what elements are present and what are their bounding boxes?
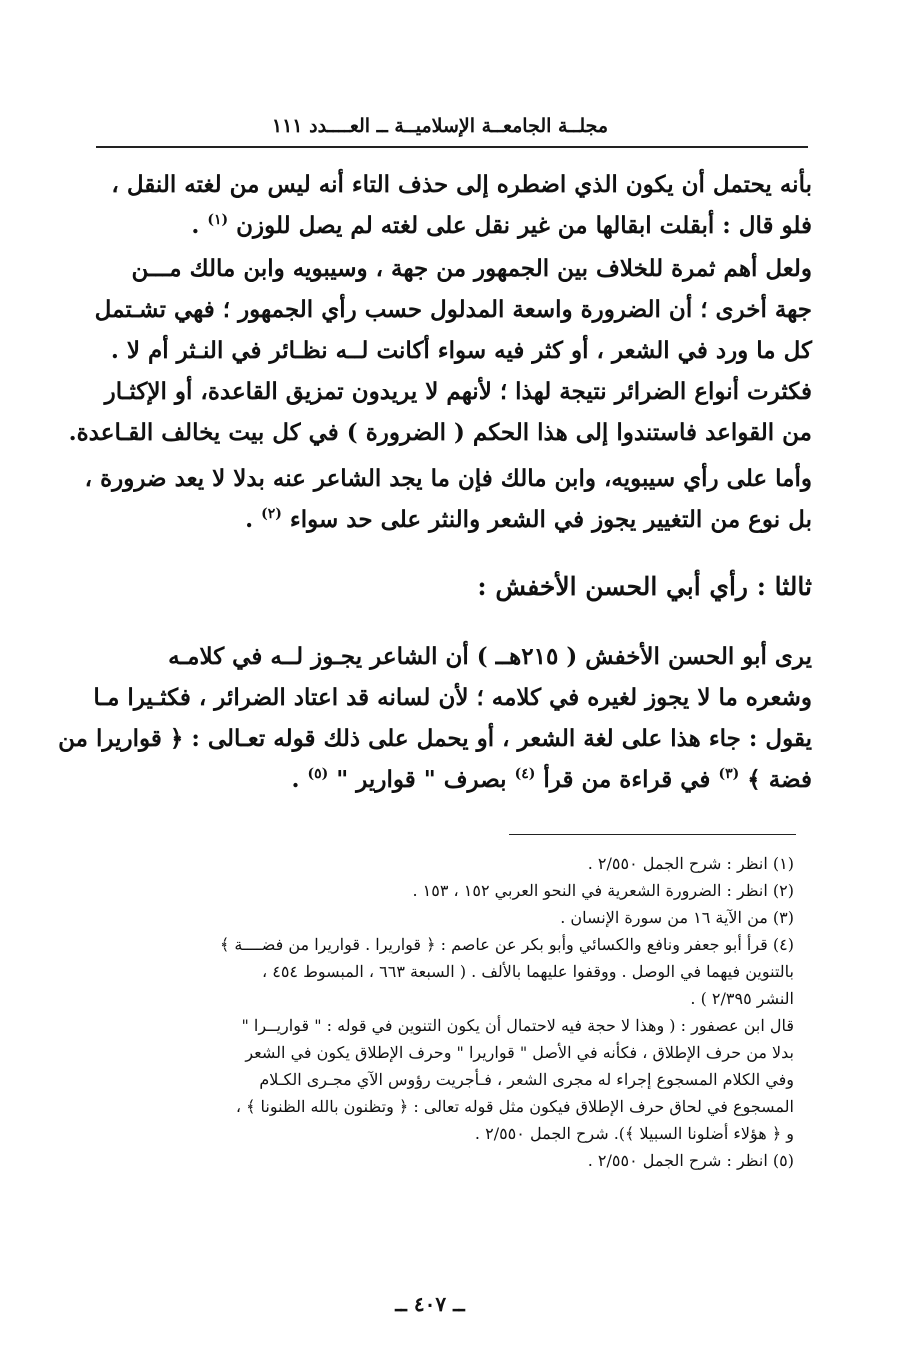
paragraph-2-line-2: جهة أخرى ؛ أن الضرورة واسعة المدلول حسب رأي الجمهور ؛ فهي تشـتمل <box>94 296 812 323</box>
footnote-4-line-5: بدلا من حرف الإطلاق ، فكأنه في الأصل " قواريرا " وحرف الإطلاق يكون في الشعر <box>245 1043 794 1062</box>
footnote-4-line-7: المسجوع في لحاق حرف الإطلاق فيكون مثل قوله تعالى : ﴿ وتظنون بالله الظنونا ﴾ ، <box>235 1097 794 1116</box>
footnote-4-line-1: (٤) قرأ أبو جعفر ونافع والكسائي وأبو بكر عن عاصم : ﴿ قواريرا . قواريرا من فضــــة ﴾ <box>219 935 794 954</box>
paragraph-1-line-2: فلو قال : أبقلت ابقالها من غير نقل على لغته لم يصل للوزن $^{(١)}$ . <box>191 212 812 239</box>
footnote-3: (٣) من الآية ١٦ من سورة الإنسان . <box>560 908 794 927</box>
footnote-ref-4: (٤) <box>514 766 536 782</box>
paragraph-4-line-1: يرى أبو الحسن الأخفش ( ٢١٥هــ ) أن الشاعر يجـوز لــه في كلامـه <box>168 643 812 670</box>
paragraph-4-line-2: وشعره ما لا يجوز لغيره في كلامه ؛ لأن لسانه قد اعتاد الضرائر ، فكثـيرا مـا <box>93 684 812 711</box>
footnote-4-line-3: النشر ٢/٣٩٥ ) . <box>690 989 794 1008</box>
footnote-2: (٢) انظر : الضرورة الشعرية في النحو العربي ١٥٢ ، ١٥٣ . <box>412 881 794 900</box>
paragraph-1 <box>82 164 812 246</box>
paragraph-3-line-1: وأما على رأي سيبويه، وابن مالك فإن ما يجد الشاعر عنه بدلا لا يعد ضرورة ، <box>84 465 812 492</box>
footnote-1: (١) انظر : شرح الجمل ٢/٥٥٠ . <box>587 854 794 873</box>
section-heading: ثالثا : رأي أبي الحسن الأخفش : <box>477 572 812 601</box>
paragraph-2-line-4: فكثرت أنواع الضرائر نتيجة لهذا ؛ لأنهم لا يريدون تمزيق القاعدة، أو الإكثـار <box>104 378 812 405</box>
paragraph-2-line-1: ولعل أهم ثمرة للخلاف بين الجمهور من جهة ، وسيبويه وابن مالك مـــن <box>131 255 812 282</box>
footnote-ref-5: (٥) <box>307 766 329 782</box>
paragraph-2 <box>68 248 812 453</box>
paragraph-3 <box>82 458 812 540</box>
footnotes <box>80 850 794 1174</box>
paragraph-4 <box>58 636 812 800</box>
footnote-separator <box>509 834 796 835</box>
paragraph-4-line-3: يقول : جاء هذا على لغة الشعر ، أو يحمل على ذلك قوله تعـالى : ﴿ قواريرا من <box>58 725 812 752</box>
footnote-4-line-2: بالتنوين فيهما في الوصل . ووقفوا عليهما بالألف . ( السبعة ٦٦٣ ، المبسوط ٤٥٤ ، <box>261 962 794 981</box>
footnote-4-line-6: وفي الكلام المسجوع إجراء له مجرى الشعر ، فـأجريت رؤوس الآي مجـرى الكـلام <box>259 1070 794 1089</box>
paragraph-4-line-4: فضة ﴾ $^{(٣)}$ في قراءة من قرأ $^{(٤)}$ بصرف " قوارير " $^{(٥)}$ . <box>291 766 812 793</box>
footnote-ref-3: (٣) <box>718 766 740 782</box>
running-header: مجلــة الجامعــة الإسلاميــة ــ العــــدد ١١١ <box>271 115 609 137</box>
footnote-5: (٥) انظر : شرح الجمل ٢/٥٥٠ . <box>587 1151 794 1170</box>
footnote-ref-1: (١) <box>207 212 229 228</box>
paragraph-1-line-1: بأنه يحتمل أن يكون الذي اضطره إلى حذف التاء أنه ليس من لغته النقل ، <box>111 171 812 198</box>
page-number: ــ ٤٠٧ ــ <box>395 1292 465 1316</box>
paragraph-2-line-5: من القواعد فاستندوا إلى هذا الحكم ( الضرورة ) في كل بيت يخالف القـاعدة. <box>68 419 812 446</box>
footnote-4-line-4: قال ابن عصفور : ( وهذا لا حجة فيه لاحتمال أن يكون التنوين في قوله : " قواريــرا " <box>241 1016 794 1035</box>
paragraph-2-line-3: كل ما ورد في الشعر ، أو كثر فيه سواء أكانت لــه نظـائر في النـثر أم لا . <box>110 337 812 364</box>
header-rule <box>96 146 808 148</box>
footnote-4-line-8: و ﴿ هؤلاء أضلونا السبيلا ﴾). شرح الجمل ٢/٥٥٠ . <box>474 1124 794 1143</box>
footnote-ref-2: (٢) <box>261 506 282 522</box>
paragraph-3-line-2: بل نوع من التغيير يجوز في الشعر والنثر على حد سواء $^{(٢)}$ . <box>245 506 812 533</box>
